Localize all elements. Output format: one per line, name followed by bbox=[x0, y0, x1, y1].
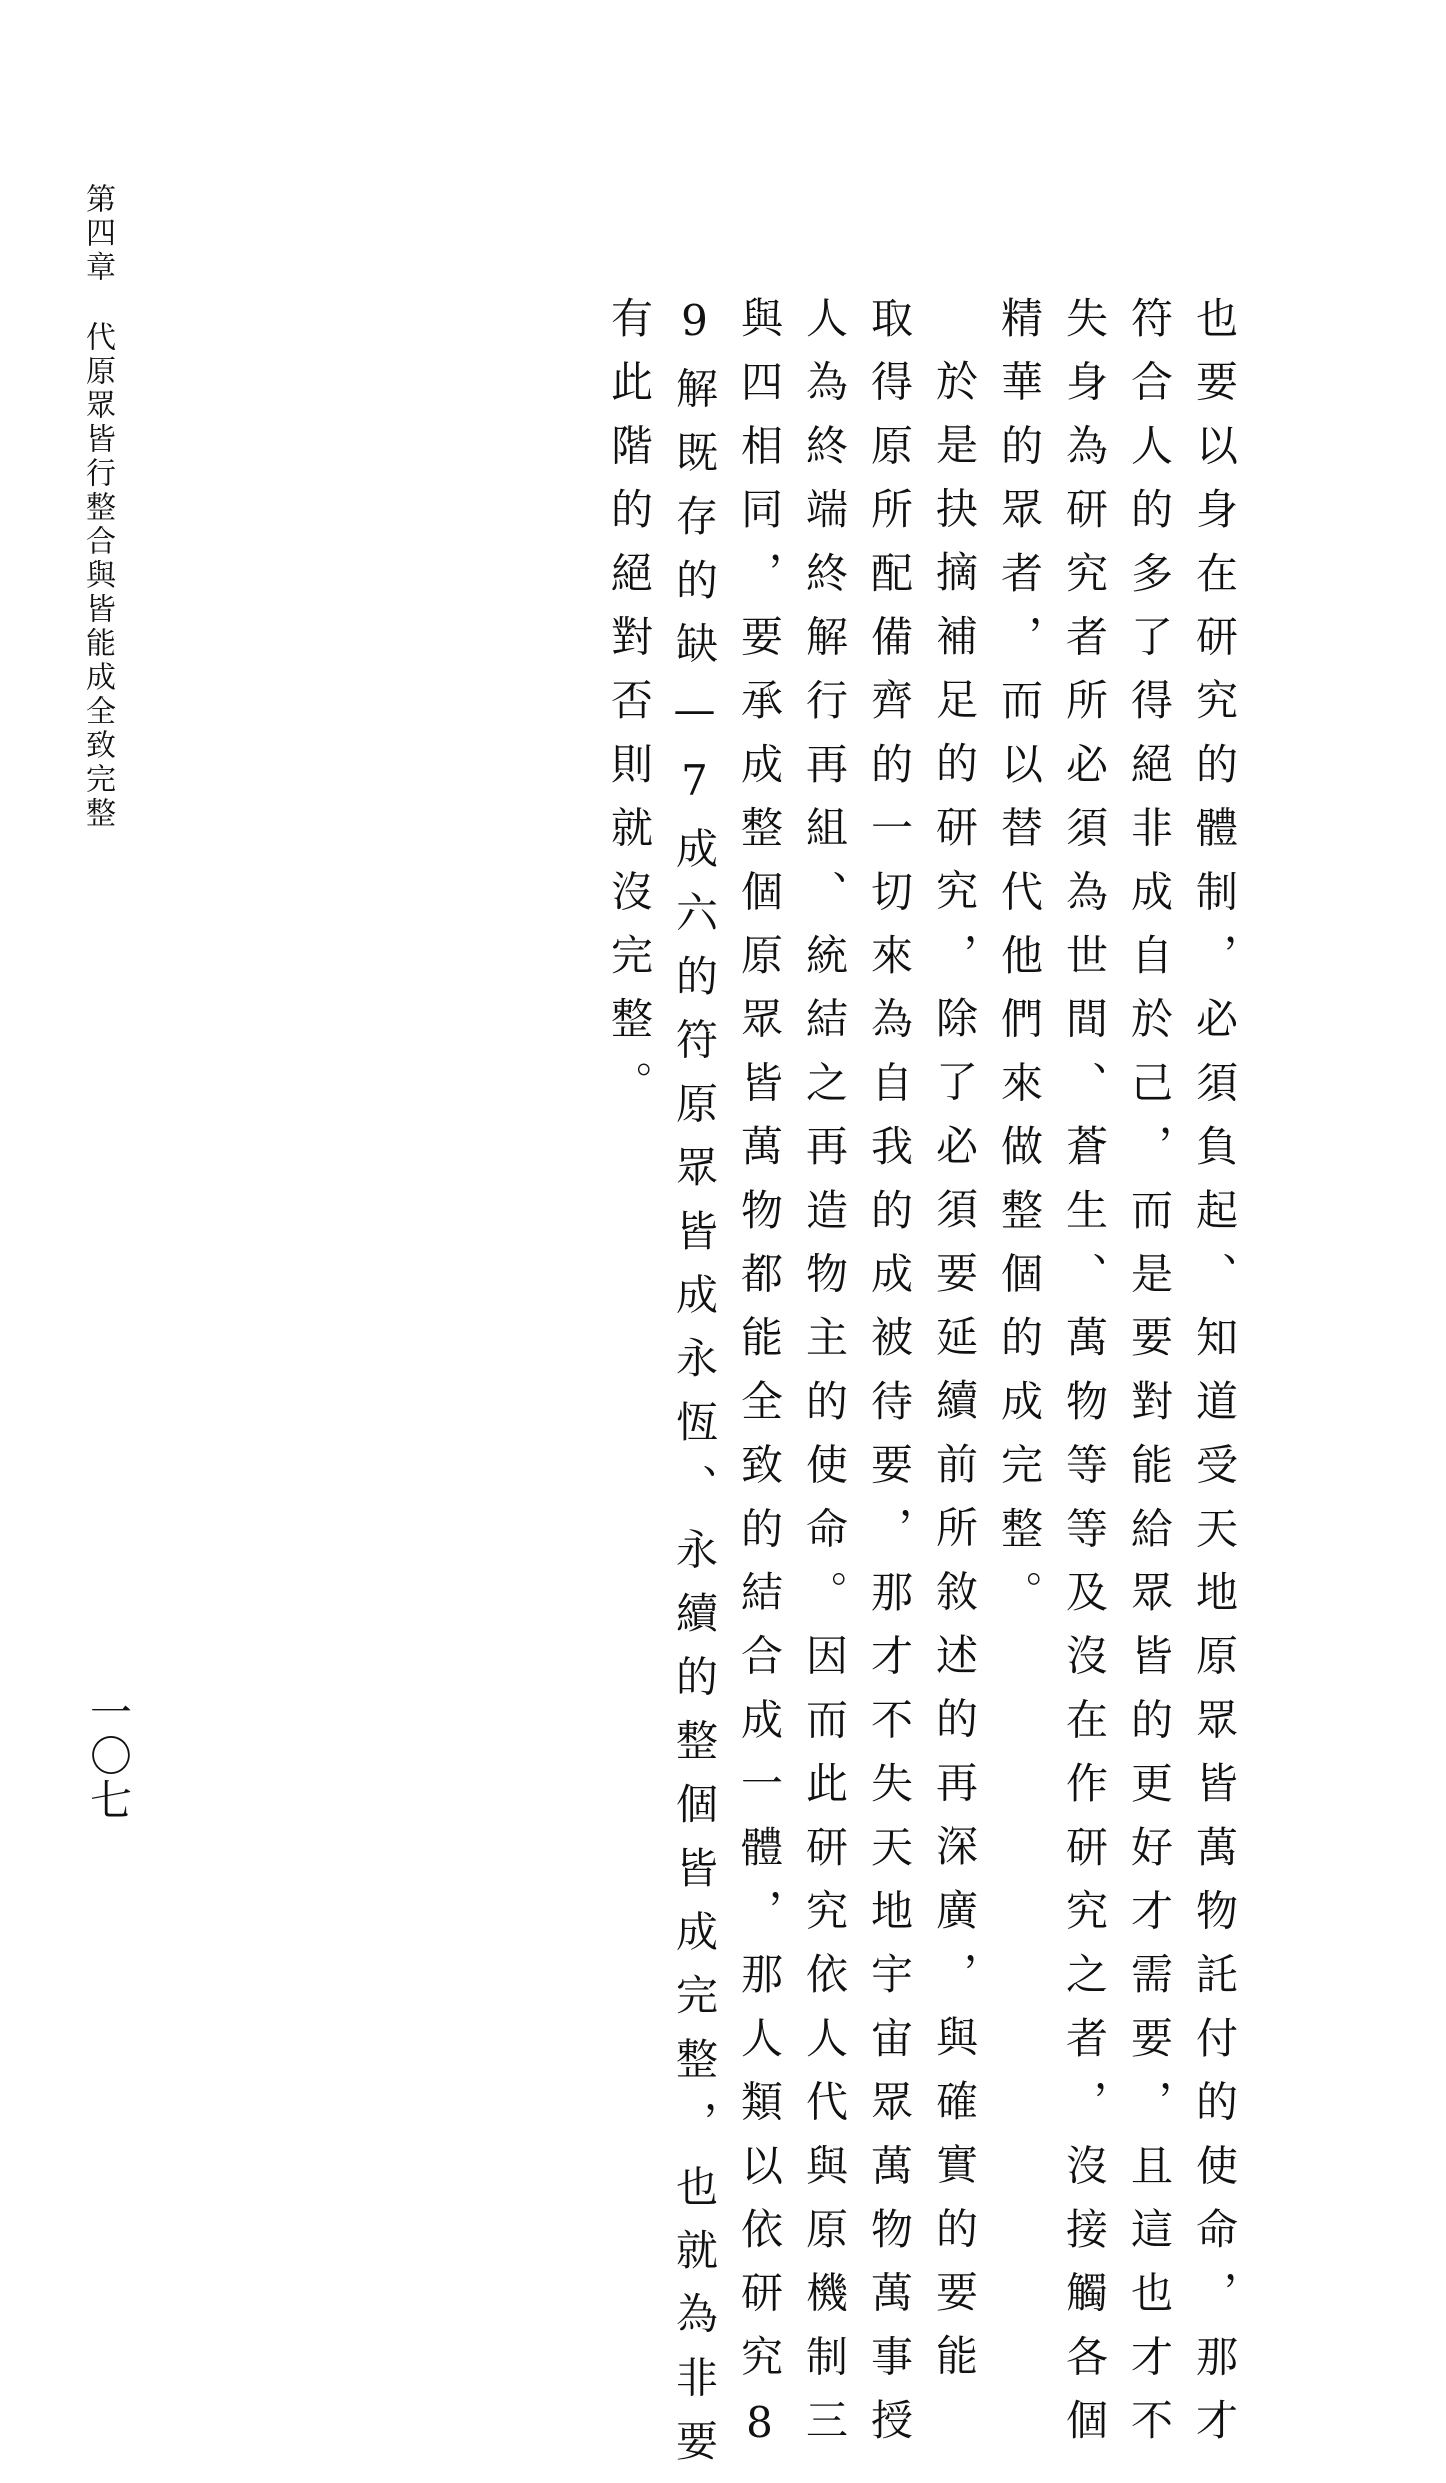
chapter-number: 第四章 bbox=[80, 183, 115, 285]
running-head bbox=[80, 183, 114, 831]
body-text-column-9: 9解既存的缺—7成六的符原眾皆成永恆、永續的整個皆成完整，也就為非要 bbox=[670, 296, 719, 2483]
page-number: 一〇七 bbox=[84, 1690, 133, 1822]
chapter-title: 代原眾皆行整合與皆能成全致完整 bbox=[80, 321, 115, 831]
body-text-column-6: 取得原所配備齊的一切來為自我的成被待要，那才不失天地宇宙眾萬物萬事授 bbox=[865, 296, 914, 2462]
body-text-column-5: 於是抉摘補足的研究，除了必須要延續前所敘述的再深廣，與確實的要能 bbox=[930, 359, 979, 2398]
body-text-column-4: 精華的眾者，而以替代他們來做整個的成完整。 bbox=[995, 296, 1044, 1634]
body-text-column-2: 符合人的多了得絕非成自於己，而是要對能給眾皆的更好才需要，且這也才不 bbox=[1125, 296, 1174, 2462]
body-text-column-10: 有此階的絕對否則就沒完整。 bbox=[605, 296, 654, 1125]
body-text-column-1: 也要以身在研究的體制，必須負起、知道受天地原眾皆萬物託付的使命，那才 bbox=[1190, 296, 1239, 2462]
body-text-column-3: 失身為研究者所必須為世間、蒼生、萬物等等及沒在作研究之者，沒接觸各個 bbox=[1060, 296, 1109, 2462]
body-text-column-8: 與四相同，要承成整個原眾皆萬物都能全致的結合成一體，那人類以依研究8 bbox=[735, 296, 784, 2469]
body-text-column-7: 人為終端終解行再組、統結之再造物主的使命。因而此研究依人代與原機制三 bbox=[800, 296, 849, 2462]
